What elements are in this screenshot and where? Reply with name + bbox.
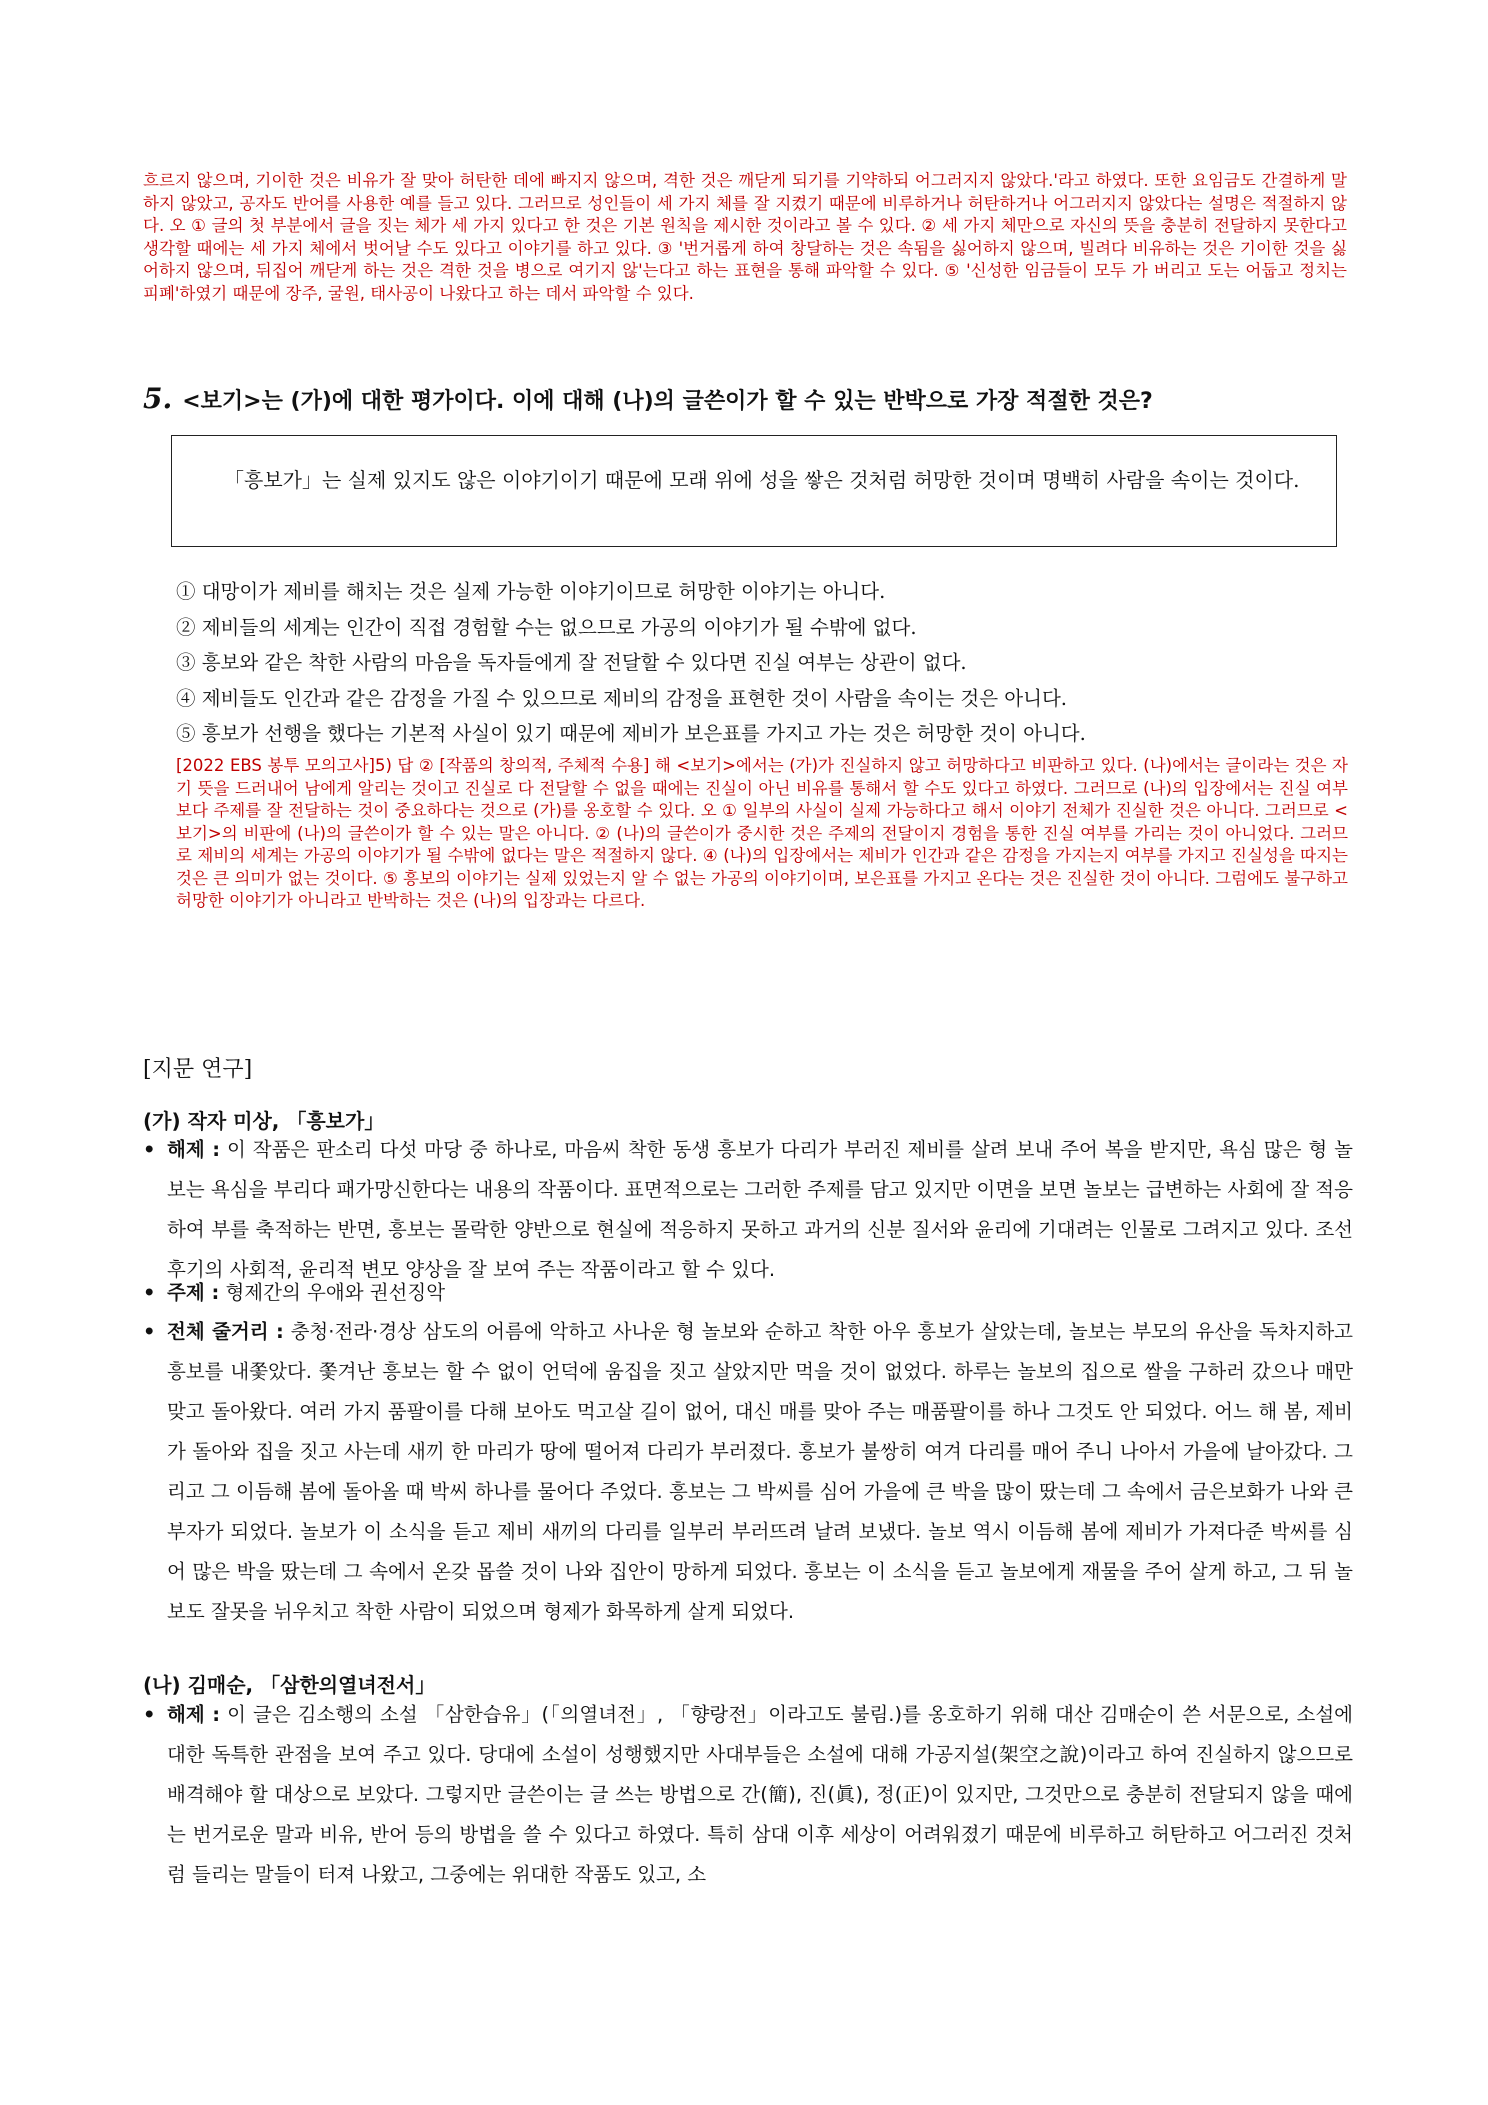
na-haeje-item (143, 1695, 1353, 1895)
ga-haeje-text: 이 작품은 판소리 다섯 마당 중 하나로, 마음씨 착한 동생 흥보가 다리가 부러진 제비를 살려 보내 주어 복을 받지만, 욕심 많은 형 놀보는 욕심을 부리다 패가망신한다는 내용의 작품이다. 표면적으로는 그러한 주제를 담고 있지만 이면을 보면 놀보는 급변하는 사회에 잘 적응하여 부를 축적하는 반면, 흥보는 몰락한 양반으로 현실에 적응하지 못하고 과거의 신분 질서와 윤리에 기대려는 인물로 그려지고 있다. 조선 후기의 사회적, 윤리적 변모 양상을 잘 보여 주는 작품이라고 할 수 있다. (167, 1138, 1353, 1281)
question-number: 5. (143, 382, 173, 415)
section-ga-heading: (가) 작자 미상, 「흥보가」 (143, 1109, 385, 1133)
choice-4[interactable]: ④ 제비들도 인간과 같은 감정을 가질 수 있으므로 제비의 감정을 표현한 것이 사람을 속이는 것은 아니다. (176, 686, 1067, 710)
choice-3[interactable]: ③ 흥보와 같은 착한 사람의 마음을 독자들에게 잘 전달할 수 있다면 진실 여부는 상관이 없다. (176, 651, 967, 674)
previous-question-explanation: 흐르지 않으며, 기이한 것은 비유가 잘 맞아 허탄한 데에 빠지지 않으며, 격한 것은 깨닫게 되기를 기약하되 어그러지지 않았다.'라고 하였다. 또한 요임금도 간결하게 말하지 않았고, 공자도 반어를 사용한 예를 들고 있다. 그러므로 성인들이 세 가지 체를 잘 지켰기 때문에 비루하거나 허탄하거나 어그러지지 않았다는 설명은 적절하지 않다. 오 ① 글의 첫 부분에서 글을 짓는 체가 세 가지 있다고 한 것은 기본 원칙을 제시한 것이라고 볼 수 있다. ② 세 가지 체만으로 자신의 뜻을 충분히 전달하지 못한다고 생각할 때에는 세 가지 체에서 벗어날 수도 있다고 이야기를 하고 있다. ③ '번거롭게 하여 창달하는 것은 속됨을 싫어하지 않으며, 빌려다 비유하는 것은 기이한 것을 싫어하지 않으며, 뒤집어 깨닫게 하는 것은 격한 것을 병으로 여기지 않'는다고 하는 표현을 통해 파악할 수 있다. ⑤ '신성한 임금들이 모두 가 버리고 도는 어둡고 정치는 피폐'하였기 때문에 장주, 굴원, 태사공이 나왔다고 하는 데서 파악할 수 있다. (143, 171, 1347, 303)
ga-haeje-item (143, 1130, 1353, 1290)
choice-2[interactable]: ② 제비들의 세계는 인간이 직접 경험할 수는 없으므로 가공의 이야기가 될 수밖에 없다. (176, 615, 917, 639)
question-5-stem (143, 382, 1353, 415)
question-text: <보기>는 (가)에 대한 평가이다. 이에 대해 (나)의 글쓴이가 할 수 있는 반박으로 가장 적절한 것은? (182, 389, 1153, 414)
ga-juje-label: 주제 : (167, 1281, 220, 1304)
ga-julgeori-item (143, 1312, 1353, 1632)
study-section-title: [지문 연구] (143, 1057, 253, 1082)
choice-1[interactable]: ① 대망이가 제비를 해치는 것은 실제 가능한 이야기이므로 허망한 이야기는 아니다. (176, 580, 886, 603)
question-5-explanation: [2022 EBS 봉투 모의고사]5) 답 ② [작품의 창의적, 주체적 수용] 해 <보기>에서는 (가)가 진실하지 않고 허망하다고 비판하고 있다. (나)에서는 글이라는 것은 자기 뜻을 드러내어 남에게 알리는 것이고 진실로 다 전달할 수 없을 때에는 진실이 아닌 비유를 통해서 할 수도 있다고 하였다. 그러므로 (나)의 입장에서는 진실 여부보다 주제를 잘 전달하는 것이 중요하다는 것으로 (가)를 옹호할 수 있다. 오 ① 일부의 사실이 실제 가능하다고 해서 이야기 전체가 진실한 것은 아니다. 그러므로 <보기>의 비판에 (나)의 글쓴이가 할 수 있는 말은 아니다. ② (나)의 글쓴이가 중시한 것은 주제의 전달이지 경험을 통한 진실 여부를 가리는 것이 아니었다. 그러므로 제비의 세계는 가공의 이야기가 될 수밖에 없다는 말은 적절하지 않다. ④ (나)의 입장에서는 제비가 인간과 같은 감정을 가지는지 여부를 가지고 진실성을 따지는 것은 큰 의미가 없는 것이다. ⑤ 흥보의 이야기는 실제 있었는지 알 수 없는 가공의 이야기이며, 보은표를 가지고 온다는 것은 진실한 것이 아니다. 그럼에도 불구하고 허망한 이야기가 아니라고 반박하는 것은 (나)의 입장과는 다르다. (176, 756, 1348, 910)
choice-5[interactable]: ⑤ 흥보가 선행을 했다는 기본적 사실이 있기 때문에 제비가 보은표를 가지고 가는 것은 허망한 것이 아니다. (176, 722, 1086, 745)
na-haeje-label: 해제 : (167, 1703, 221, 1726)
bogi-box: 「흥보가」는 실제 있지도 않은 이야기이기 때문에 모래 위에 성을 쌓은 것처럼 허망한 것이며 명백히 사람을 속이는 것이다. (171, 435, 1337, 547)
bullet-dot-icon: • (143, 1320, 156, 1343)
answer-choices (176, 574, 1356, 752)
ga-julgeori-label: 전체 줄거리 : (167, 1320, 284, 1343)
bullet-dot-icon: • (143, 1281, 156, 1304)
ga-juje-item (143, 1273, 1353, 1313)
bullet-dot-icon: • (143, 1703, 156, 1726)
ga-juje-text: 형제간의 우애와 권선징악 (225, 1281, 446, 1304)
section-na-heading: (나) 김매순, 「삼한의열녀전서」 (143, 1673, 436, 1697)
ga-haeje-label: 해제 : (167, 1138, 221, 1161)
ga-julgeori-text: 충청·전라·경상 삼도의 어름에 악하고 사나운 형 놀보와 순하고 착한 아우 흥보가 살았는데, 놀보는 부모의 유산을 독차지하고 흥보를 내쫓았다. 쫓겨난 흥보는 할 수 없이 언덕에 움집을 짓고 살았지만 먹을 것이 없었다. 하루는 놀보의 집으로 쌀을 구하러 갔으나 매만 맞고 돌아왔다. 여러 가지 품팔이를 다해 보아도 먹고살 길이 없어, 대신 매를 맞아 주는 매품팔이를 하나 그것도 안 되었다. 어느 해 봄, 제비가 돌아와 집을 짓고 사는데 새끼 한 마리가 땅에 떨어져 다리가 부러졌다. 흥보가 불쌍히 여겨 다리를 매어 주니 나아서 가을에 날아갔다. 그리고 그 이듬해 봄에 돌아올 때 박씨 하나를 물어다 주었다. 흥보는 그 박씨를 심어 가을에 큰 박을 많이 땄는데 그 속에서 금은보화가 나와 큰 부자가 되었다. 놀보가 이 소식을 듣고 제비 새끼의 다리를 일부러 부러뜨려 날려 보냈다. 놀보 역시 이듬해 봄에 제비가 가져다준 박씨를 심어 많은 박을 땄는데 그 속에서 온갖 몹쓸 것이 나와 집안이 망하게 되었다. 흥보는 이 소식을 듣고 놀보에게 재물을 주어 살게 하고, 그 뒤 놀보도 잘못을 뉘우치고 착한 사람이 되었으며 형제가 화목하게 살게 되었다. (167, 1320, 1353, 1623)
na-haeje-text: 이 글은 김소행의 소설 「삼한습유」(「의열녀전」, 「향랑전」이라고도 불림.)를 옹호하기 위해 대산 김매순이 쓴 서문으로, 소설에 대한 독특한 관점을 보여 주고 있다. 당대에 소설이 성행했지만 사대부들은 소설에 대해 가공지설(架空之說)이라고 하여 진실하지 않으므로 배격해야 할 대상으로 보았다. 그렇지만 글쓴이는 글 쓰는 방법으로 간(簡), 진(眞), 정(正)이 있지만, 그것만으로 충분히 전달되지 않을 때에는 번거로운 말과 비유, 반어 등의 방법을 쓸 수 있다고 하였다. 특히 삼대 이후 세상이 어려워졌기 때문에 비루하고 허탄하고 어그러진 것처럼 들리는 말들이 터져 나왔고, 그중에는 위대한 작품도 있고, 소 (167, 1703, 1354, 1886)
bullet-dot-icon: • (143, 1138, 156, 1161)
